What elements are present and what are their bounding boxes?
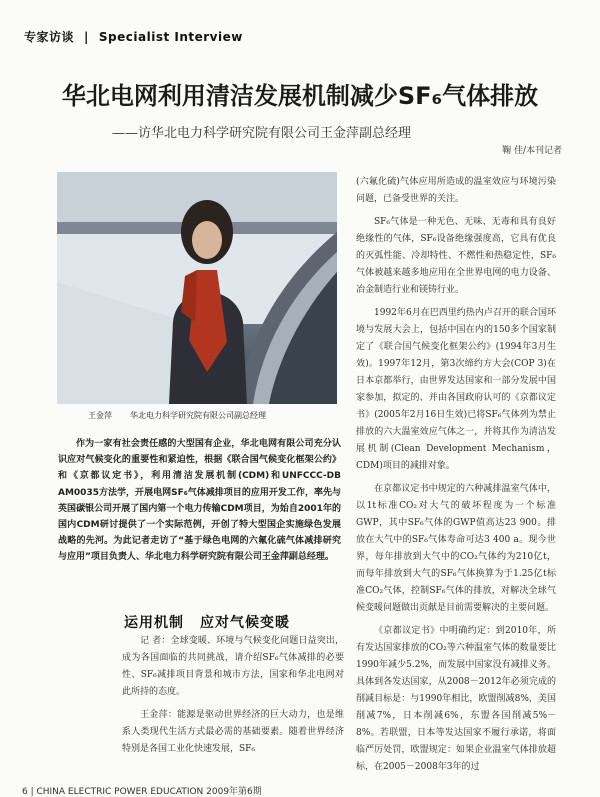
left-paragraph-1: 记 者：全球变暖、环境与气候变化问题日益突出，成为各国面临的共同挑战，请介绍SF₆气体减排的必要性、SF₆减排项目背景和城市方法，国家和华北电网对此所持的态度。 <box>122 636 344 697</box>
author-byline: 鞠 佳/本刊记者 <box>502 146 562 156</box>
left-column <box>122 633 344 764</box>
article-title: 华北电网利用清洁发展机制减少SF₆气体排放 <box>61 82 539 110</box>
caption-name: 王金萍 <box>88 411 112 420</box>
caption-role: 华北电力科学研究院有限公司副总经理 <box>130 411 266 420</box>
interviewee-photo <box>57 172 337 404</box>
left-paragraph-2: 王金萍：能源是驱动世界经济的巨大动力，也是维系人类现代生活方式最必需的基础要素。随着世界经济特别是各国工业化快速发展，SF₆ <box>122 710 344 754</box>
photo-caption <box>88 410 284 421</box>
page-footer: 6 | CHINA ELECTRIC POWER EDUCATION 2009年第6期 <box>22 787 262 797</box>
right-paragraph-3: 1992年6月在巴西里约热内卢召开的联合国环境与发展大会上，包括中国在内的150多个国家制定了《联合国气候变化框架公约》(1994年3月生效)。1997年12月，第3次缔约方大会(COP 3)在日本京都举行，由世界发达国家和一部分发展中国家参加，拟定的、并由各国政府认可的《京都议定书》(2005年2月16日生效)已将SF₆气体列为禁止排放的六大温室效应气体之一，并将其作为清洁发展机制(Clean Development Mechanism，CDM)项目的减排对象。 <box>356 308 556 471</box>
column-name-en: Specialist Interview <box>98 30 243 44</box>
right-paragraph-2: SF₆气体是一种无色、无味、无毒和具有良好绝缘性的气体，SF₆设备绝缘强度高，它具有优良的灭弧性能、冷却特性、不燃性和热稳定性，SF₆气体被越来越多地应用在全世界电网的电力设备、冶金制造行业和镁铸行业。 <box>356 217 556 295</box>
article-subtitle: ——访华北电力科学研究院有限公司王金萍副总经理 <box>112 126 412 141</box>
intro-paragraph: 作为一家有社会责任感的大型国有企业，华北电网有限公司充分认识应对气候变化的重要性和紧迫性，根据《联合国气候变化框架公约》和《京都议定书》，利用清洁发展机制(CDM)和UNFCCC-DB AM0035方法学，开展电网SF₆气体减排项目的应用开发工作，率先与英国碳银公司开展了国内第一个电力传输CDM项目，为始自2001年的国内CDM研讨提供了一个实际范例，开创了特大型国企实施绿色发展战略的先河。为此记者走访了“基于绿色电网的六氟化硫气体减排研究与应用”项目负责人、华北电力科学研究院有限公司王金萍副总经理。 <box>58 439 341 563</box>
column-name-cn: 专家访谈 <box>24 30 75 44</box>
right-paragraph-1: (六氟化硫)气体应用所造成的温室效应与环境污染问题，已备受世界的关注。 <box>356 177 556 204</box>
section-heading-part2: 应对气候变暖 <box>200 615 290 631</box>
right-paragraph-5: 《京都议定书》中明确约定：到2010年，所有发达国家排放的CO₂等六种温室气体的数量要比1990年减少5.2%，而发展中国家没有减排义务。具体到各发达国家，从2008－2012年必须完成的削减目标是：与1990年相比，欧盟削减8%，美国削减7%，日本削减6%，东盟各国削减5%－8%。若联盟，日本等发达国家不履行承诺，将面临严厉处罚，欧盟规定：如果企业温室气体排放超标，在2005－2008年3年的过 <box>356 626 556 772</box>
section-heading-part1: 运用机制 <box>124 615 184 631</box>
section-heading <box>124 612 306 632</box>
column-header <box>24 28 243 45</box>
header-divider: | <box>84 30 89 44</box>
photo-illustration <box>57 172 337 404</box>
right-column <box>356 174 556 782</box>
right-paragraph-4: 在京都议定书中规定的六种减排温室气体中，以1t标准CO₂对大气的破坏程度为一个标准GWP，其中SF₆气体的GWP值高达23 900。排放在大气中的SF₆气体寿命可达3 400 a。现今世界，每年排放到大气中的CO₂气体约为210亿t，而每年排放到大气的SF₆气体换算为于1.25亿t标准CO₂气体，控制SF₆气体的排放，对解决全球气候变暖问题做出贡献是目前需要解决的主要问题。 <box>356 484 556 613</box>
